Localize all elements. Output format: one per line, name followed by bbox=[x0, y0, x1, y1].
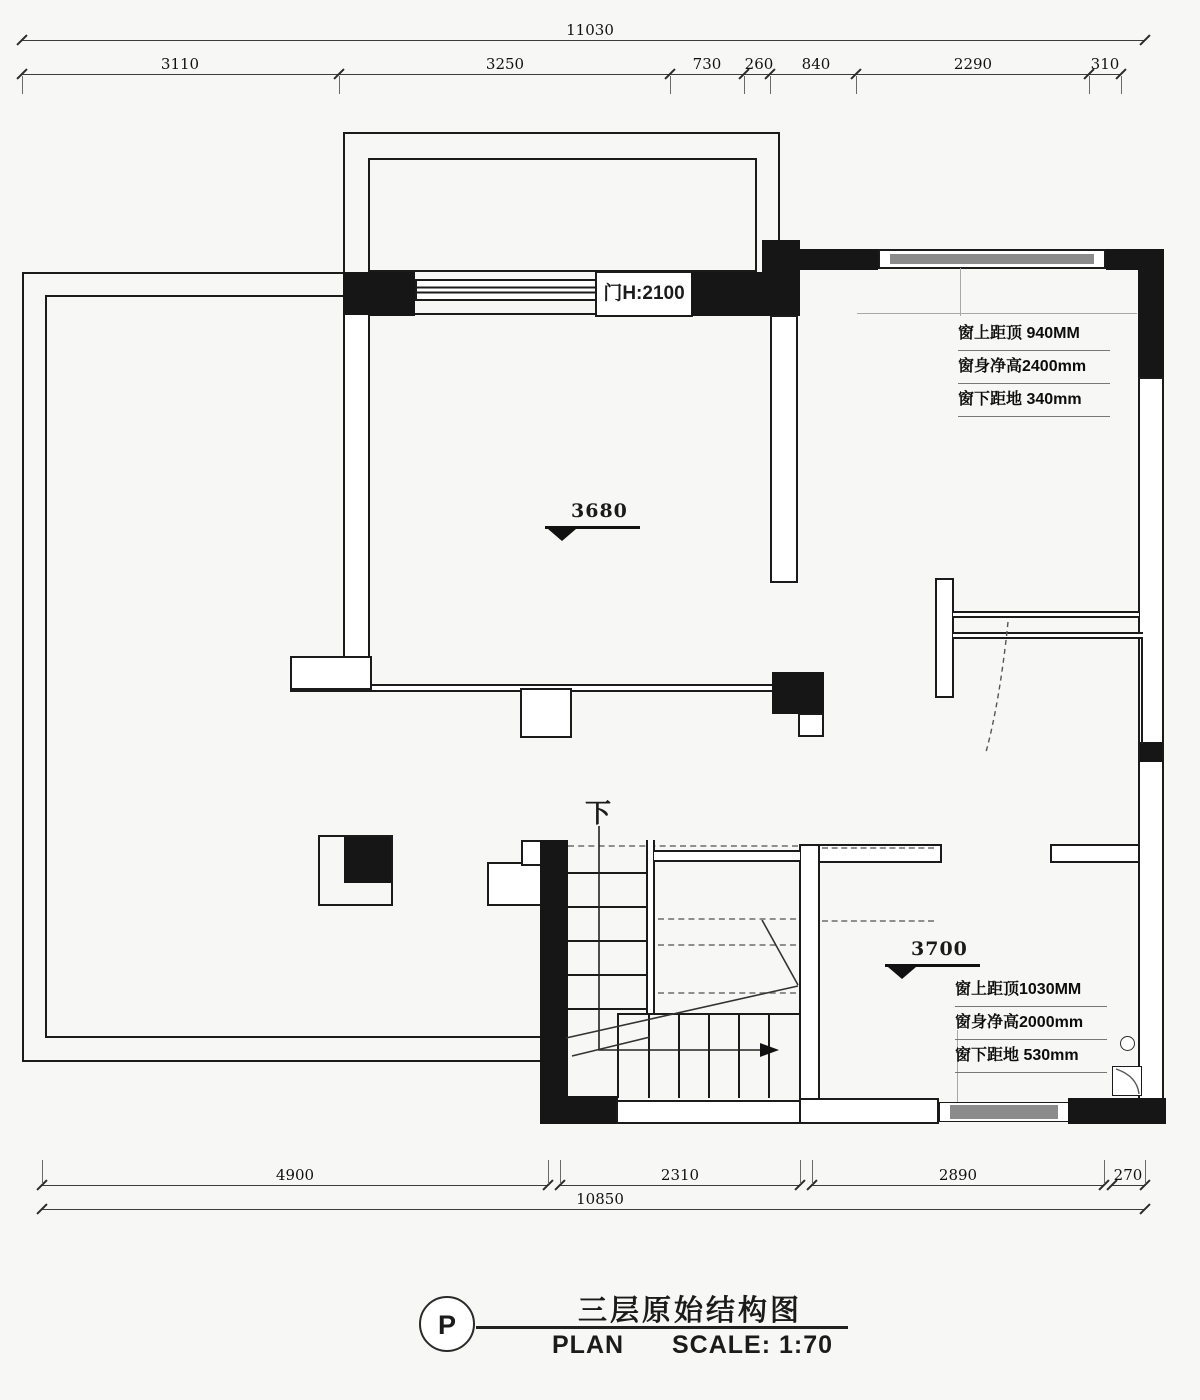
dim-label: 3250 bbox=[485, 55, 525, 73]
stairs-down-label: 下 bbox=[585, 798, 612, 828]
dim-label-bottom-total: 10850 bbox=[576, 1190, 624, 1208]
dim-label: 2890 bbox=[938, 1166, 978, 1184]
level-value: 3700 bbox=[911, 938, 968, 960]
window-note-lower-1: 窗上距顶1030MM bbox=[955, 978, 1107, 1007]
dim-label: 2290 bbox=[953, 55, 993, 73]
drain-arc bbox=[1116, 1069, 1139, 1094]
dim-label: 840 bbox=[801, 55, 831, 73]
dim-label: 4900 bbox=[275, 1166, 315, 1184]
stair-break-line bbox=[566, 986, 798, 1038]
dim-label: 270 bbox=[1113, 1166, 1143, 1184]
window-note-lower-3: 窗下距地 530mm bbox=[955, 1044, 1107, 1073]
dim-label: 310 bbox=[1090, 55, 1120, 73]
stair-walk-line bbox=[599, 826, 760, 1050]
door-swing-arc bbox=[986, 622, 1008, 752]
title-tag-circle: P bbox=[419, 1296, 475, 1352]
dim-label: 730 bbox=[692, 55, 722, 73]
window-note-upper-3: 窗下距地 340mm bbox=[958, 388, 1110, 417]
window-note-upper-1: 窗上距顶 940MM bbox=[958, 322, 1110, 351]
drawing-title: 三层原始结构图 bbox=[577, 1295, 802, 1327]
window-note-upper-2: 窗身净高2400mm bbox=[958, 355, 1110, 384]
title-scale-label: SCALE: 1:70 bbox=[672, 1331, 834, 1359]
stair-direction-arrow-icon bbox=[760, 1043, 779, 1057]
dim-label: 3110 bbox=[160, 55, 200, 73]
dim-label: 2310 bbox=[660, 1166, 700, 1184]
stair-break-line-2 bbox=[572, 1037, 650, 1056]
dim-label: 260 bbox=[744, 55, 774, 73]
window-note-lower-2: 窗身净高2000mm bbox=[955, 1011, 1107, 1040]
dim-label-top-total: 11030 bbox=[566, 21, 614, 39]
door-height-label: 门H:2100 bbox=[595, 271, 693, 317]
stairwell-diagonal bbox=[762, 920, 798, 985]
level-value: 3680 bbox=[571, 500, 628, 522]
title-plan-label: PLAN bbox=[552, 1331, 625, 1359]
